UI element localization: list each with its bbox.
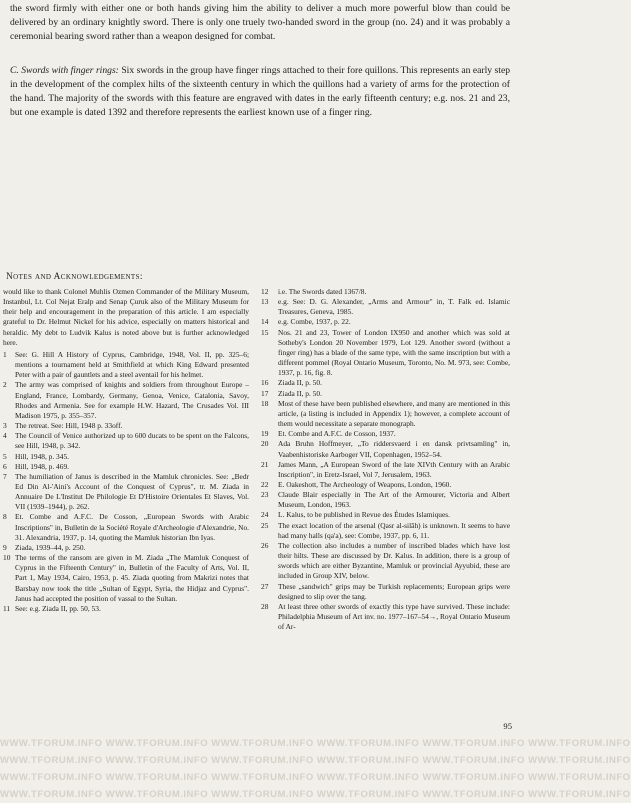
footnote-number: 19 bbox=[261, 429, 269, 439]
footnote bbox=[3, 380, 249, 421]
footnote-number: 1 bbox=[3, 349, 7, 359]
footnote-text: The exact location of the arsenal (Qasr al-silāh) is unknown. It seems to have had many halls (qa'a), see: Combe, 1937, pp. 6, 11. bbox=[278, 520, 510, 540]
footnote-number: 8 bbox=[3, 512, 7, 522]
footnote bbox=[261, 490, 510, 510]
footnote-text: E. Oakeshott, The Archeology of Weapons, London, 1960. bbox=[278, 479, 452, 489]
footnote bbox=[3, 421, 249, 431]
footnote-text: At least three other swords of exactly this type have survived. These include: Philadelphia Museum of Art inv. no. 1977–167–54→, Royal Ontario Museum of Ar- bbox=[278, 601, 510, 632]
footnote bbox=[261, 389, 510, 399]
footnote-text: The humiliation of Janus is described in the Mamluk chronicles. See: „Bedr Ed Din Al-'Aini's Account of the Conquest of Cyprus", tr. M. Ziada in Annuaire De L'Institut De Philologie Et D'Histoire Orientales Et Slaves, Vol. VII (1939–1944), p. 262. bbox=[15, 471, 249, 512]
paragraph-finger-rings bbox=[10, 64, 510, 120]
footnote-text: e.g. Combe, 1937, p. 22. bbox=[278, 317, 351, 327]
footnote-text: These „sandwich" grips may be Turkish replacements; European grips were designed to slip over the tang. bbox=[278, 581, 510, 601]
page-number: 95 bbox=[503, 721, 512, 731]
footnote-text: See: e.g. Ziada II, pp. 50, 53. bbox=[15, 603, 101, 613]
section-heading-finger-rings: C. Swords with finger rings: bbox=[10, 65, 119, 76]
footnote-number: 21 bbox=[261, 459, 269, 469]
footnote-text: The army was comprised of knights and soldiers from throughout Europe – England, France, Lombardy, Germany, Genoa, Venice, Catalonia, Savoy, Rhodes and Armenia. See for example H.W. Hazard, The Crusades Vol. III Madison 1975, p. 355–357. bbox=[15, 380, 249, 420]
paragraph-finger-rings-body: Six swords in the group have finger rings attached to their fore quillons. This represents an early step in the development of the complex hilts of the sixteenth century in which the quillons had a variety of arms for the protection of the hand. The majority of the swords with this feature are engraved with dates in the early fifteenth century; e.g. nos. 21 and 23, but one example is dated 1392 and therefore represents the earliest known use of a finger ring. bbox=[10, 65, 510, 118]
footnote-number: 7 bbox=[3, 471, 7, 481]
footnote-text: Hill, 1948, p. 469. bbox=[15, 461, 69, 471]
footnote bbox=[261, 460, 510, 480]
footnote-text: The Council of Venice authorized up to 600 ducats to be spent on the Falcons, see Hill, 1948, p. 342. bbox=[15, 431, 249, 451]
footnote-text: L. Kalus, to be published in Revue des Études Islamiques. bbox=[278, 510, 451, 520]
footnote-number: 2 bbox=[3, 380, 7, 390]
footnote-number: 27 bbox=[261, 581, 269, 591]
footnote-number: 28 bbox=[261, 601, 269, 611]
footnote bbox=[3, 543, 249, 553]
footnote bbox=[261, 439, 510, 459]
footnote-number: 18 bbox=[261, 398, 269, 408]
footnote-text: The retreat. See: Hill, 1948 p. 33off. bbox=[15, 421, 123, 431]
footnote-text: e.g. See: D. G. Alexander, „Arms and Armour" in, T. Falk ed. Islamic Treasures, Geneva, 1985. bbox=[278, 297, 510, 317]
footnote-number: 24 bbox=[261, 510, 269, 520]
footnote-text: Ziada II, p. 50. bbox=[278, 388, 322, 398]
footnote bbox=[3, 462, 249, 472]
footnote-number: 25 bbox=[261, 520, 269, 530]
footnote bbox=[261, 602, 510, 632]
footnote bbox=[261, 521, 510, 541]
footnote-number: 17 bbox=[261, 388, 269, 398]
watermark-line: WWW.TFORUM.INFO WWW.TFORUM.INFO WWW.TFORUM.INFO WWW.TFORUM.INFO WWW.TFORUM.INFO WWW.TFORUM.INFO bbox=[0, 789, 631, 800]
footnote-number: 12 bbox=[261, 287, 269, 296]
footnote-text: The collection also includes a number of inscribed blades which have lost their hilts. These are discussed by Dr. Kalus. In addition, there is a group of swords which are either Byzantine, Mamluk or provincial Ayyubid, these are included in Group XIV, below. bbox=[278, 540, 510, 581]
footnote-text: The terms of the ransom are given in M. Ziada „The Mamluk Conquest of Cyprus in the Fifteenth Century" in, Bulletin of the Faculty of Arts, Vol. II, Part 1, May 1934, Cairo, 1953, p. 45. Ziada quoting from Makrizi notes that Barsbay now took the title „Sultan of Egypt, Syria, the Hidjaz and Cyprus". Janus had accepted the position of vassal to the Sultan. bbox=[15, 553, 249, 603]
footnote-number: 9 bbox=[3, 542, 7, 552]
footnote-text: Ziada II, p. 50. bbox=[278, 378, 322, 388]
footnote-text: Claude Blair especially in The Art of the Armourer, Victoria and Albert Museum, London, 1963. bbox=[278, 490, 510, 510]
paragraph-continued: the sword firmly with either one or both hands giving him the ability to deliver a much more powerful blow than could be delivered by an ordinary knightly sword. There is only one truely two-handed sword in the group (no. 24) and it was probably a ceremonial bearing sword rather than a weapon designed for combat. bbox=[10, 3, 510, 42]
footnote-number: 10 bbox=[3, 553, 11, 563]
footnote bbox=[3, 553, 249, 604]
footnote bbox=[261, 297, 510, 317]
footnote-text: Et. Combe and A.F.C. De Cosson, „European Swords with Arabic Inscriptions" in, Bulletin de la Société Royale d'Archeologie d'Alexandrie, No. 31. Alexandria, 1937, p. 14, quoting the Mamluk historian Ibn Iyas. bbox=[15, 512, 249, 542]
notes-column-left bbox=[3, 287, 249, 614]
footnote bbox=[3, 472, 249, 513]
footnote bbox=[261, 480, 510, 490]
footnote-text: Nos. 21 and 23, Tower of London IX950 and another which was sold at Sotheby's London 20 November 1979, Lot 129. Another sword (without a finger ring) has a blade of the same type, with the same inscription but with a different pommel (Royal Ontario Museum, Toronto, No. M. 973, see: Combe, 1937, p. 16, fig. 8. bbox=[278, 327, 510, 378]
footnote bbox=[3, 512, 249, 542]
footnote-text: Ada Bruhn Hoffmeyer, „To riddersvaerd i en dansk privtsamling" in, Vaabenhistoriske Aarboger VII, Copenhagen, 1952–54. bbox=[278, 439, 510, 459]
footnote-text: i.e. The Swords dated 1367/8. bbox=[278, 287, 367, 296]
watermark-line: WWW.TFORUM.INFO WWW.TFORUM.INFO WWW.TFORUM.INFO WWW.TFORUM.INFO WWW.TFORUM.INFO WWW.TFORUM.INFO bbox=[0, 772, 631, 783]
footnote-text: See: G. Hill A History of Cyprus, Cambridge, 1948, Vol. II, pp. 325–6; mentions a tournament held at Smithfield at which King Edward presented Peter with a pair of gauntlets and a steel aventail for his helmet. bbox=[15, 349, 249, 380]
footnote-number: 15 bbox=[261, 327, 269, 337]
footnote bbox=[261, 399, 510, 429]
watermark-line: WWW.TFORUM.INFO WWW.TFORUM.INFO WWW.TFORUM.INFO WWW.TFORUM.INFO WWW.TFORUM.INFO WWW.TFORUM.INFO bbox=[0, 755, 631, 766]
watermark-line: WWW.TFORUM.INFO WWW.TFORUM.INFO WWW.TFORUM.INFO WWW.TFORUM.INFO WWW.TFORUM.INFO WWW.TFORUM.INFO bbox=[0, 738, 631, 749]
footnote bbox=[261, 582, 510, 602]
main-text bbox=[10, 2, 510, 132]
footnote-number: 11 bbox=[3, 603, 11, 613]
acknowledgement-paragraph: would like to thank Colonel Muhlis Ozmen Commander of the Military Museum, Instanbul, Lt. Col Nejat Eralp and Senap Çuruk also of the Military Museum for their help and encouragement in the preparation of this article. I am especially grateful to Dr. Helmut Nickel for his advice, especially on matters historical and heraldic. My debt to Ludvik Kalus is noted above but is further acknowledged here. bbox=[3, 287, 249, 347]
footnote-number: 26 bbox=[261, 540, 269, 550]
footnote-text: Et. Combe and A.F.C. de Cosson, 1937. bbox=[278, 429, 396, 439]
footnote bbox=[261, 317, 510, 327]
footnote-text: Ziada, 1939–44, p. 250. bbox=[15, 542, 86, 552]
footnote-number: 5 bbox=[3, 451, 7, 461]
footnote bbox=[261, 287, 510, 297]
footnote-text: James Mann, „A European Sword of the late XIVth Century with an Arabic Inscription", in Eretz-Israel, Vol 7, Jerusalem, 1963. bbox=[278, 459, 510, 479]
footnote-number: 16 bbox=[261, 378, 269, 388]
footnote-number: 14 bbox=[261, 317, 269, 327]
footnote-number: 20 bbox=[261, 439, 269, 449]
footnote bbox=[261, 328, 510, 379]
footnote-number: 4 bbox=[3, 431, 7, 441]
footnote-number: 3 bbox=[3, 421, 7, 431]
notes-column-right bbox=[261, 287, 510, 632]
footnote bbox=[261, 429, 510, 439]
footnote-number: 23 bbox=[261, 490, 269, 500]
footnote-text: Most of these have been published elsewhere, and many are mentioned in this article, (a listing is included in Appendix 1); however, a complete account of them would necessitate a separate monograph. bbox=[278, 398, 510, 429]
footnote bbox=[3, 452, 249, 462]
footnote bbox=[3, 604, 249, 614]
notes-heading: Notes and Acknowledgements: bbox=[6, 272, 143, 282]
footnote bbox=[261, 541, 510, 582]
footnote bbox=[261, 510, 510, 520]
footnote-number: 6 bbox=[3, 461, 7, 471]
footnote bbox=[3, 350, 249, 380]
footnote bbox=[261, 378, 510, 388]
footnote-number: 13 bbox=[261, 297, 269, 307]
footnote bbox=[3, 431, 249, 451]
footnote-text: Hill, 1948, p. 345. bbox=[15, 451, 69, 461]
footnote-number: 22 bbox=[261, 479, 269, 489]
